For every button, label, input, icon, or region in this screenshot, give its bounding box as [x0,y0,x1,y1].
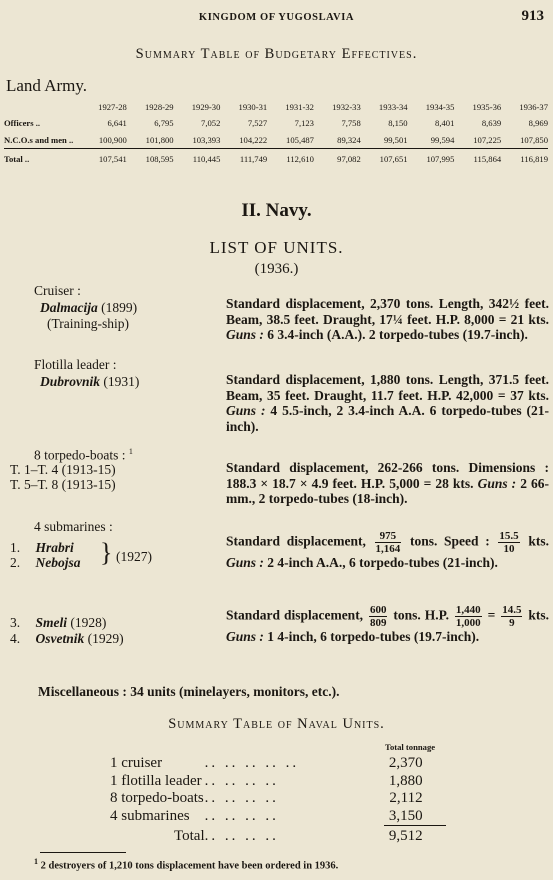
running-title: KINGDOM OF YUGOSLAVIA [198,12,355,23]
speed-fraction: $\frac{15.5}{10}$ [499,530,519,555]
tonnage-value: 1,880 [388,772,423,789]
table-row [110,790,423,808]
submarine-year: (1928) [70,615,107,630]
table-cell: 6,795 [154,117,174,128]
submarine-category: 4 submarines : [34,519,113,534]
submarine-3 [10,614,106,631]
submarine-guns-text: 1 4-inch, 6 torpedo-tubes (19.7-inch). [267,629,480,644]
guns-label: Guns : [226,327,264,342]
submarine-name: Osvetnik [35,631,85,646]
torpedo-description [226,460,549,507]
submarine-description-1 [226,530,549,571]
table-cell: 8,150 [388,117,408,128]
submarine-name: Smeli [35,615,68,630]
table-cell: 107,541 [80,149,127,169]
leader-guns-text: 4 5.5-inch, 2 3.4-inch A.A. 6 torpedo-tubes (21-inch). [226,403,550,434]
table-cell: 99,501 [383,134,408,145]
table-row [4,131,548,149]
submarine-2 [10,554,81,571]
row-label: 4 submarines [110,807,190,824]
table-cell: 99,594 [430,134,455,145]
leader-dots: .. .. .. .. [204,790,279,807]
submarine-guns-text: 2 4-inch A.A., 6 torpedo-tubes (21-inch). [267,555,498,570]
table-cell: 100,900 [98,134,127,145]
guns-label: Guns : [226,629,264,644]
submarine-group-year: (1927) [116,549,152,564]
row-label: 1 flotilla leader [110,772,202,789]
table-cell: 8,401 [435,117,455,128]
row-label: 1 cruiser [110,755,163,772]
guns-label: Guns : [226,555,264,570]
year-header: 1935-36 [472,101,502,112]
tonnage-value: 2,112 [389,790,423,807]
desc-text: Standard displacement, [226,607,364,623]
page-number: 913 [521,8,544,24]
list-year: (1936.) [254,261,299,277]
table-cell: 7,758 [341,117,361,128]
guns-label: Guns : [226,403,266,418]
table-cell: 7,527 [247,117,268,128]
displacement-fraction: $\frac{975}{1,164}$ [375,530,401,555]
cruiser-category: Cruiser : [34,283,81,298]
year-header: 1931-32 [285,101,314,112]
table-cell: 107,995 [408,149,455,169]
leader-dots: .. .. .. .. [204,772,279,789]
torpedo-line-2: T. 5–T. 8 (1913-15) [10,477,116,492]
table-cell: 110,445 [174,149,221,169]
leader-dots: .. .. .. .. [204,807,279,824]
leader-year: (1931) [103,374,140,389]
leader-name-line [40,373,139,390]
row-label: N.C.O.s and men .. [4,134,74,145]
leader-dots: .. .. .. .. .. [204,755,300,772]
cruiser-name-line [40,299,137,316]
cruiser-name: Dalmacija [40,300,98,315]
tonnage-column-header: Total tonnage [385,742,436,752]
hp-fraction: $\frac{1,440}{1,000}$ [455,604,481,629]
submarine-year: (1929) [87,631,124,646]
year-header: 1932-33 [332,101,361,112]
running-header [0,8,553,26]
navy-section-heading: II. Navy. [241,200,312,221]
naval-summary-table [110,755,423,847]
item-number: 3. [10,615,21,630]
table-cell: 111,749 [220,149,267,169]
table-cell: 101,800 [145,134,174,145]
leader-description [226,372,549,434]
submarine-description-2 [226,604,549,645]
table-cell: 6,641 [107,117,127,128]
miscellaneous-units: Miscellaneous : 34 units (minelayers, monitors, etc.). [38,684,340,699]
year-header: 1928-29 [144,101,174,112]
table-row [110,755,423,773]
table-cell: 112,610 [267,149,314,169]
footnote-mark: 1 [34,857,38,866]
torpedo-line-1: T. 1–T. 4 (1913-15) [10,462,116,477]
list-of-units-heading: LIST OF UNITS. [209,238,344,257]
table-cell: 104,222 [239,134,268,145]
desc-text: tons. Speed : [409,533,490,549]
year-header: 1930-31 [238,101,268,112]
cruiser-guns-text: 6 3.4-inch (A.A.). 2 torpedo-tubes (19.7-inch). [267,327,528,342]
table-row [110,808,423,826]
year-header: 1933-34 [378,101,408,112]
table-cell: 105,487 [286,134,314,145]
table-cell: 107,225 [473,134,502,145]
submarine-4 [10,630,124,647]
leader-desc-text: Standard displacement, 1,880 tons. Length, 371.5 feet. Beam, 35 feet. Draught, 11.7 feet. H.P. 42,000 = 37 kts. [226,372,549,403]
year-header: 1934-35 [425,101,455,112]
footnote-text: 2 destroyers of 1,210 tons displacement have been ordered in 1936. [40,860,339,872]
cruiser-desc-text: Standard displacement, 2,370 tons. Length, 342½ feet. Beam, 38.5 feet. Draught, 17¼ feet. H.P. 8,000 = 21 kts. [226,296,549,327]
total-value: 9,512 [388,827,423,844]
land-army-table [4,99,548,168]
cruiser-year: (1899) [101,300,138,315]
speed-fraction: $\frac{14.5}{9}$ [502,604,522,629]
leader-dots: .. .. .. .. [204,827,279,844]
year-header: 1929-30 [191,101,221,112]
torpedo-desc-text: Standard displacement, 262-266 tons. Dimensions : 188.3 × 18.7 × 4.9 feet. H.P. 5,000 = 28 kts. [226,460,549,491]
leader-category: Flotilla leader : [34,357,117,372]
item-number: 2. [10,555,21,570]
table-total-row [4,149,548,169]
table-cell: 89,324 [337,134,361,145]
table-row [4,114,548,131]
item-number: 4. [10,631,21,646]
torpedo-guns-text: 2 66-mm., 2 torpedo-tubes (18-inch). [226,475,549,506]
desc-text: = [487,607,496,623]
tonnage-value: 2,370 [388,755,423,772]
table-cell: 7,123 [294,117,314,128]
torpedo-category-text: 8 torpedo-boats : [34,447,126,463]
land-army-heading: Land Army. [6,76,88,95]
table-cell: 107,651 [361,149,408,169]
desc-text: kts. [528,607,549,623]
desc-text: Standard displacement, [226,533,366,549]
brace-symbol: } [100,538,113,567]
table-cell: 7,052 [201,117,221,128]
table-cell: 8,639 [481,117,502,128]
table-cell: 103,393 [192,134,221,145]
guns-label: Guns : [477,475,517,491]
sum-rule [384,825,446,826]
row-label: Total .. [4,149,80,169]
table-total-row [110,825,423,847]
cruiser-note: (Training-ship) [47,316,130,331]
desc-text: tons. H.P. [393,607,449,623]
table-cell: 115,864 [454,149,501,169]
table-cell: 116,819 [501,149,548,169]
cruiser-description [226,296,549,343]
year-header: 1936-37 [519,101,548,112]
budget-summary-heading: Summary Table of Budgetary Effectives. [135,46,418,62]
row-label: Officers .. [4,117,41,128]
table-cell: 108,595 [127,149,174,169]
table-cell: 107,850 [520,134,548,145]
desc-text: kts. [528,533,549,549]
table-cell: 97,082 [314,149,361,169]
total-label: Total [174,827,205,844]
year-header: 1927-28 [98,101,127,112]
item-number: 1. [10,540,21,555]
leader-name: Dubrovnik [40,374,101,389]
submarine-name: Hrabri [35,540,74,555]
table-row [110,773,423,791]
footnote [34,857,338,872]
table-header-row [4,99,548,114]
naval-summary-heading: Summary Table of Naval Units. [168,716,385,732]
submarine-name: Nebojsa [35,555,81,570]
displacement-fraction: $\frac{600}{809}$ [369,604,387,629]
footnote-rule [40,852,126,853]
footnote-mark: 1 [128,447,133,456]
tonnage-value: 3,150 [388,807,423,824]
table-cell: 8,969 [528,117,548,128]
row-label: 8 torpedo-boats [110,790,204,807]
